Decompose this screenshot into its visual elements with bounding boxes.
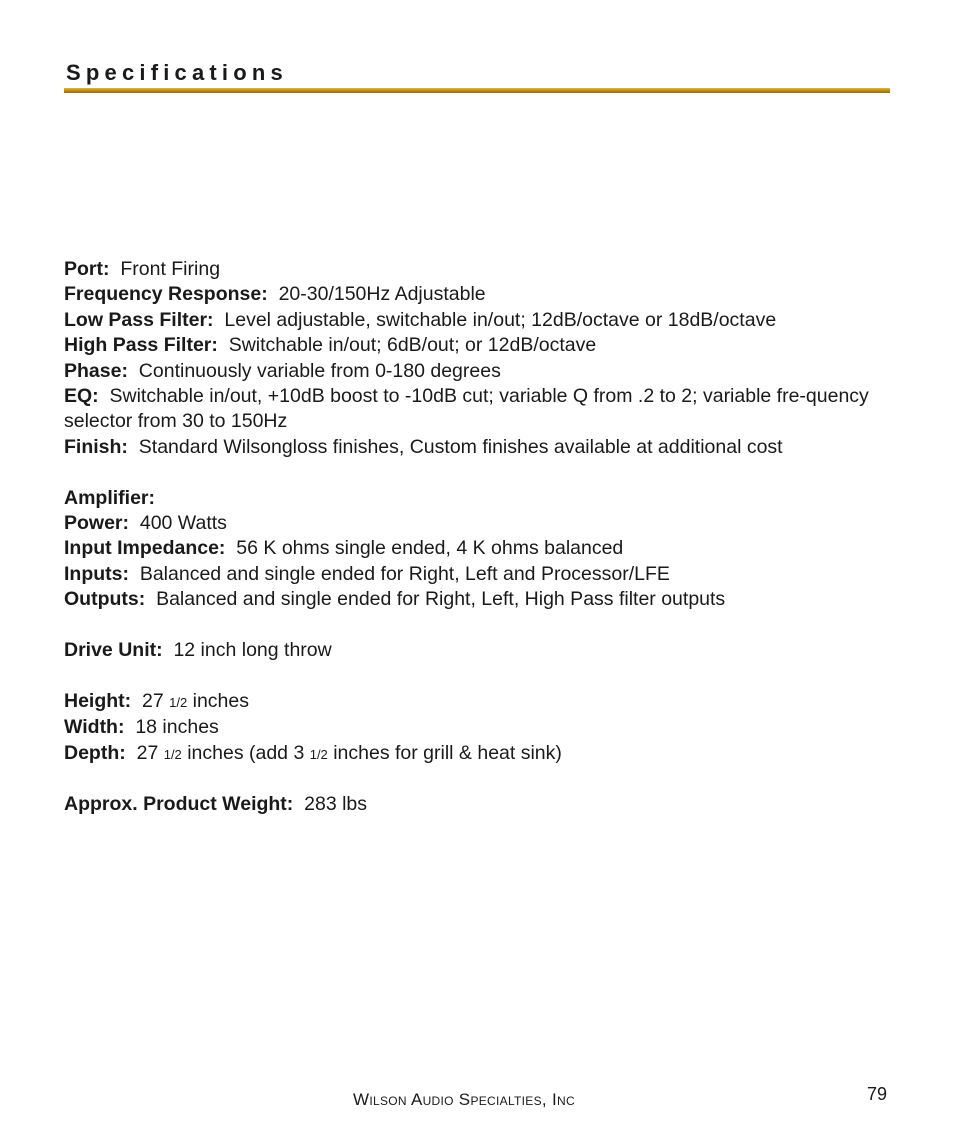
page-number: 79 (867, 1084, 888, 1104)
spec-value-whole: 27 (142, 689, 164, 712)
spec-label: Approx. Product Weight: (64, 793, 294, 816)
spec-label: Outputs: (64, 588, 146, 611)
spec-weight (64, 792, 890, 817)
fraction-text: 1/2 (309, 746, 328, 762)
amplifier-heading: Amplifier: (64, 486, 156, 509)
spacer (64, 460, 890, 485)
spec-low-pass-filter (64, 308, 890, 333)
spec-input-impedance (64, 536, 890, 561)
spec-depth (64, 741, 890, 767)
footer-company-name: Wilson Audio Specialties, Inc (353, 1090, 575, 1109)
spec-height (64, 689, 890, 715)
spec-label: Height: (64, 689, 132, 712)
spec-label: Depth: (64, 741, 126, 764)
spec-label: High Pass Filter: (64, 334, 218, 357)
spec-value-unit: inches (192, 689, 249, 712)
spec-value: Switchable in/out, +10dB boost to -10dB cut; variable Q from .2 to 2; variable fre-quency selector from 30 to 150Hz (64, 385, 869, 433)
spec-port (64, 257, 890, 282)
spec-inputs (64, 562, 890, 587)
fraction-text: 1/2 (169, 694, 188, 710)
fraction-text: 1/2 (163, 746, 182, 762)
spec-label: Power: (64, 512, 130, 535)
page-title: Specifications (66, 60, 288, 85)
specifications-list (64, 257, 890, 818)
spec-value: Balanced and single ended for Right, Left, High Pass filter outputs (156, 588, 726, 611)
spec-label: Frequency Response: (64, 283, 268, 306)
spec-drive-unit (64, 638, 890, 663)
spec-value: Standard Wilsongloss finishes, Custom finishes available at additional cost (138, 435, 783, 458)
spec-eq (64, 384, 890, 435)
spec-label: Finish: (64, 435, 128, 458)
spec-label: Phase: (64, 359, 128, 382)
spacer (64, 767, 890, 792)
spec-width (64, 715, 890, 740)
spec-frequency-response (64, 282, 890, 307)
spec-value: 12 inch long throw (173, 639, 332, 662)
spec-label: Port: (64, 258, 110, 280)
spec-value: Level adjustable, switchable in/out; 12dB/octave or 18dB/octave (224, 308, 777, 331)
spec-label: Width: (64, 716, 125, 739)
spec-value: Continuously variable from 0-180 degrees (138, 359, 501, 382)
spec-value: 400 Watts (139, 512, 227, 535)
spec-value: Front Firing (120, 258, 221, 280)
spec-finish (64, 435, 890, 460)
spacer (64, 613, 890, 638)
title-underline-rule (64, 88, 890, 93)
spec-value: 18 inches (135, 716, 219, 739)
spec-label: Drive Unit: (64, 639, 163, 662)
spec-label: EQ: (64, 385, 99, 408)
spec-label: Low Pass Filter: (64, 308, 214, 331)
spec-power (64, 511, 890, 536)
spec-value: 283 lbs (304, 793, 368, 816)
spec-label: Inputs: (64, 562, 129, 585)
spec-value: 20-30/150Hz Adjustable (278, 283, 486, 306)
spec-phase (64, 359, 890, 384)
spec-value: 56 K ohms single ended, 4 K ohms balanced (236, 537, 624, 560)
spec-value-rest: inches for grill & heat sink) (333, 741, 562, 764)
spec-value: Switchable in/out; 6dB/out; or 12dB/octave (228, 334, 597, 357)
spec-value-mid: inches (add 3 (187, 741, 305, 764)
spec-label: Input Impedance: (64, 537, 226, 560)
spec-value-whole: 27 (136, 741, 159, 764)
spacer (64, 663, 890, 688)
spec-high-pass-filter (64, 333, 890, 358)
spec-value: Balanced and single ended for Right, Left and Processor/LFE (139, 562, 670, 585)
spec-outputs (64, 587, 890, 612)
